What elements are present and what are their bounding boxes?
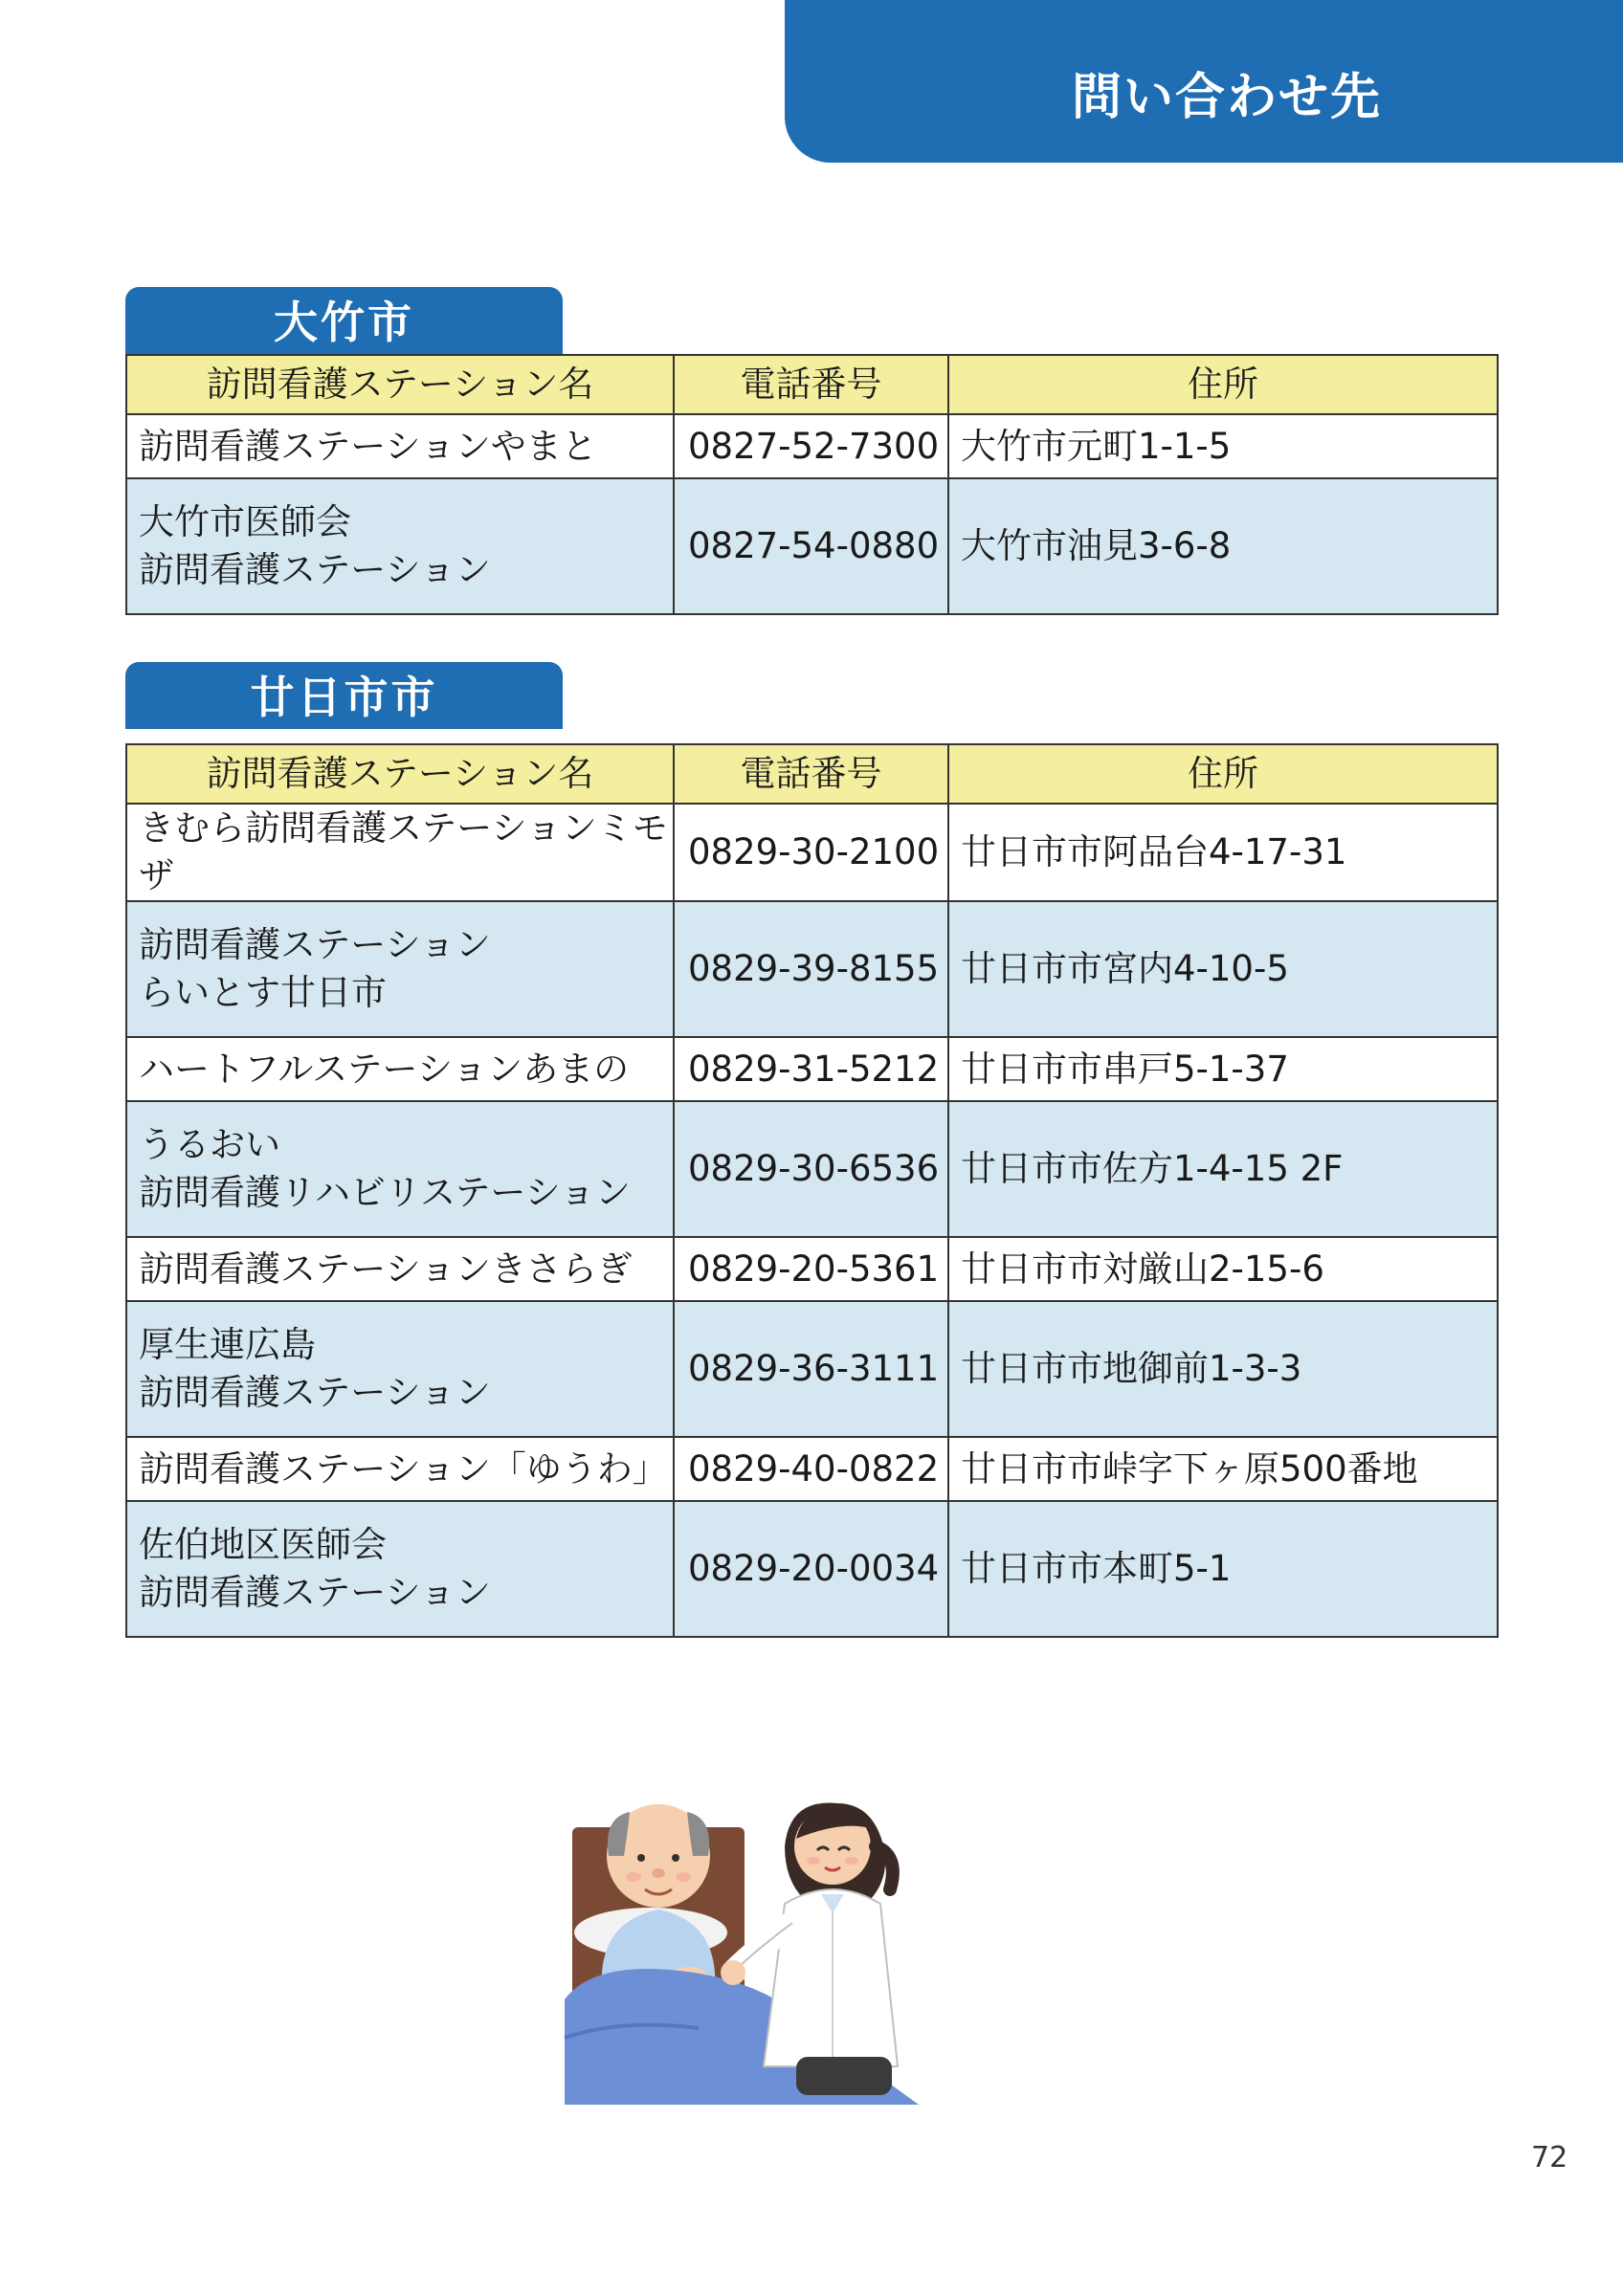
phone-number: 0829-30-6536 (674, 1101, 948, 1237)
station-name: 厚生連広島 訪問看護ステーション (126, 1301, 674, 1437)
address: 廿日市市宮内4-10-5 (948, 901, 1498, 1037)
phone-number: 0829-30-2100 (674, 804, 948, 901)
table-row (126, 804, 1498, 901)
station-name: 大竹市医師会 訪問看護ステーション (126, 478, 674, 614)
column-header-phone: 電話番号 (674, 355, 948, 414)
column-header-address: 住所 (948, 355, 1498, 414)
address: 廿日市市対厳山2-15-6 (948, 1237, 1498, 1301)
station-name: 訪問看護ステーションやまと (126, 414, 674, 478)
table-row (126, 478, 1498, 614)
table-row (126, 1437, 1498, 1501)
table-row (126, 1501, 1498, 1637)
table-row (126, 1037, 1498, 1101)
phone-number: 0829-20-5361 (674, 1237, 948, 1301)
nurse-visit-illustration (545, 1751, 995, 2124)
address: 廿日市市佐方1-4-15 2F (948, 1101, 1498, 1237)
station-name: ハートフルステーションあまの (126, 1037, 674, 1101)
phone-number: 0829-40-0822 (674, 1437, 948, 1501)
phone-number: 0827-52-7300 (674, 414, 948, 478)
page-title: 問い合わせ先 (1072, 69, 1383, 126)
address: 廿日市市峠字下ヶ原500番地 (948, 1437, 1498, 1501)
column-header-name: 訪問看護ステーション名 (126, 355, 674, 414)
address: 大竹市油見3-6-8 (948, 478, 1498, 614)
table-header-row (126, 355, 1498, 414)
station-name: 訪問看護ステーションきさらぎ (126, 1237, 674, 1301)
table-row (126, 901, 1498, 1037)
table-row (126, 1237, 1498, 1301)
station-name: 訪問看護ステーション「ゆうわ」 (126, 1437, 674, 1501)
column-header-phone: 電話番号 (674, 744, 948, 804)
column-header-name: 訪問看護ステーション名 (126, 744, 674, 804)
section-heading-hatsukaichi: 廿日市市 (125, 662, 563, 729)
station-name: きむら訪問看護ステーションミモザ (126, 804, 674, 901)
otake-table (125, 354, 1499, 615)
phone-number: 0829-31-5212 (674, 1037, 948, 1101)
hatsukaichi-table (125, 743, 1499, 1638)
station-name: うるおい 訪問看護リハビリステーション (126, 1101, 674, 1237)
phone-number: 0829-39-8155 (674, 901, 948, 1037)
address: 廿日市市地御前1-3-3 (948, 1301, 1498, 1437)
phone-number: 0827-54-0880 (674, 478, 948, 614)
table-row (126, 1301, 1498, 1437)
address: 大竹市元町1-1-5 (948, 414, 1498, 478)
station-name: 佐伯地区医師会 訪問看護ステーション (126, 1501, 674, 1637)
phone-number: 0829-20-0034 (674, 1501, 948, 1637)
station-name: 訪問看護ステーション らいとす廿日市 (126, 901, 674, 1037)
section-heading-otake: 大竹市 (125, 287, 563, 354)
address: 廿日市市本町5-1 (948, 1501, 1498, 1637)
table-header-row (126, 744, 1498, 804)
phone-number: 0829-36-3111 (674, 1301, 948, 1437)
column-header-address: 住所 (948, 744, 1498, 804)
table-row (126, 414, 1498, 478)
table-row (126, 1101, 1498, 1237)
address: 廿日市市阿品台4-17-31 (948, 804, 1498, 901)
page-number: 72 (1531, 2141, 1568, 2175)
address: 廿日市市串戸5-1-37 (948, 1037, 1498, 1101)
page-header (785, 0, 1623, 163)
